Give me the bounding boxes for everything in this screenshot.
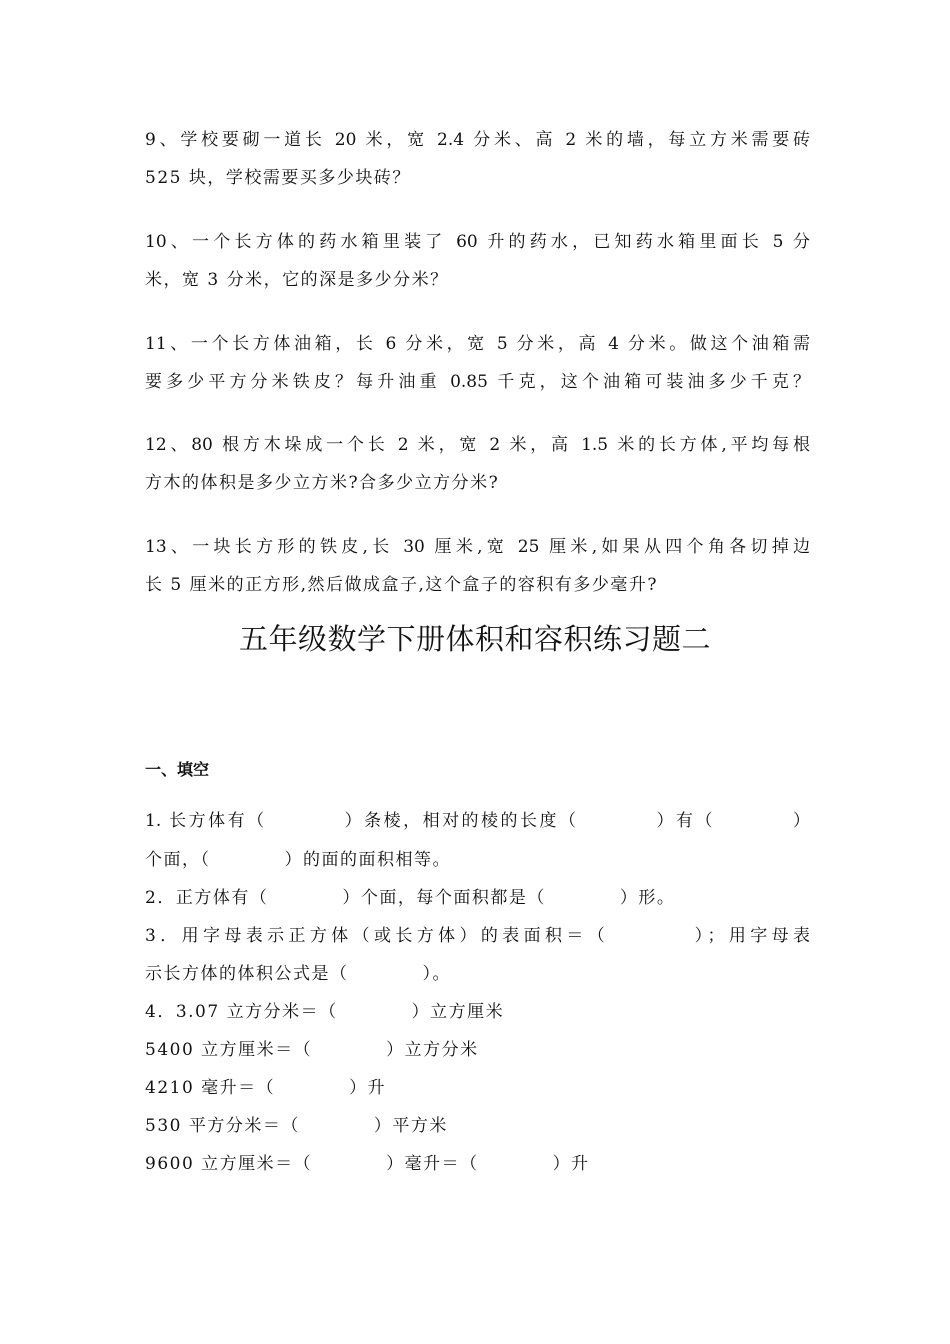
problem-10-line-1: 10、一个长方体的药水箱里装了 60 升的药水，已知药水箱里面长 5 分 [145,232,810,252]
page-title: 五年级数学下册体积和容积练习题二 [238,622,711,656]
problem-9-line-1: 9、学校要砌一道长 20 米，宽 2.4 分米、高 2 米的墙，每立方米需要砖 [145,130,810,150]
fill-line-3: 2．正方体有（ ）个面，每个面积都是（ ）形。 [145,888,676,908]
problem-11-line-2: 要多少平方分米铁皮？每升油重 0.85 千克，这个油箱可装油多少千克？ [145,372,810,392]
problem-12-line-2: 方木的体积是多少立方米?合多少立方分米? [145,473,500,493]
fill-line-7: 5400 立方厘米＝（ ）立方分米 [145,1040,479,1060]
fill-line-2: 个面，（ ）的面的面积相等。 [145,850,451,870]
fill-line-1: 1. 长方体有（ ）条棱，相对的棱的长度（ ）有（ ） [145,811,810,831]
fill-line-9: 530 平方分米＝（ ）平方米 [145,1116,448,1136]
section-heading: 一、填空 [145,760,210,779]
problem-12-line-1: 12、80 根方木垛成一个长 2 米，宽 2 米，高 1.5 米的长方体,平均每根 [145,435,810,455]
problem-10-line-2: 米，宽 3 分米，它的深是多少分米？ [145,270,449,290]
problem-9-line-2: 525 块，学校需要买多少块砖？ [145,168,411,188]
fill-line-6: 4．3.07 立方分米＝（ ）立方厘米 [145,1002,505,1022]
fill-line-4: 3．用字母表示正方体（或长方体）的表面积＝（ ）；用字母表 [145,926,810,946]
fill-line-5: 示长方体的体积公式是（ ）。 [145,964,451,984]
problem-11-line-1: 11、一个长方体油箱，长 6 分米，宽 5 分米，高 4 分米。做这个油箱需 [145,334,810,354]
problem-13-line-1: 13、一块长方形的铁皮,长 30 厘米,宽 25 厘米,如果从四个角各切掉边 [145,537,810,557]
problem-13-line-2: 长 5 厘米的正方形,然后做成盒子,这个盒子的容积有多少毫升? [145,575,659,595]
fill-line-8: 4210 毫升＝（ ）升 [145,1078,387,1098]
fill-line-10: 9600 立方厘米＝（ ）毫升＝（ ）升 [145,1154,590,1174]
